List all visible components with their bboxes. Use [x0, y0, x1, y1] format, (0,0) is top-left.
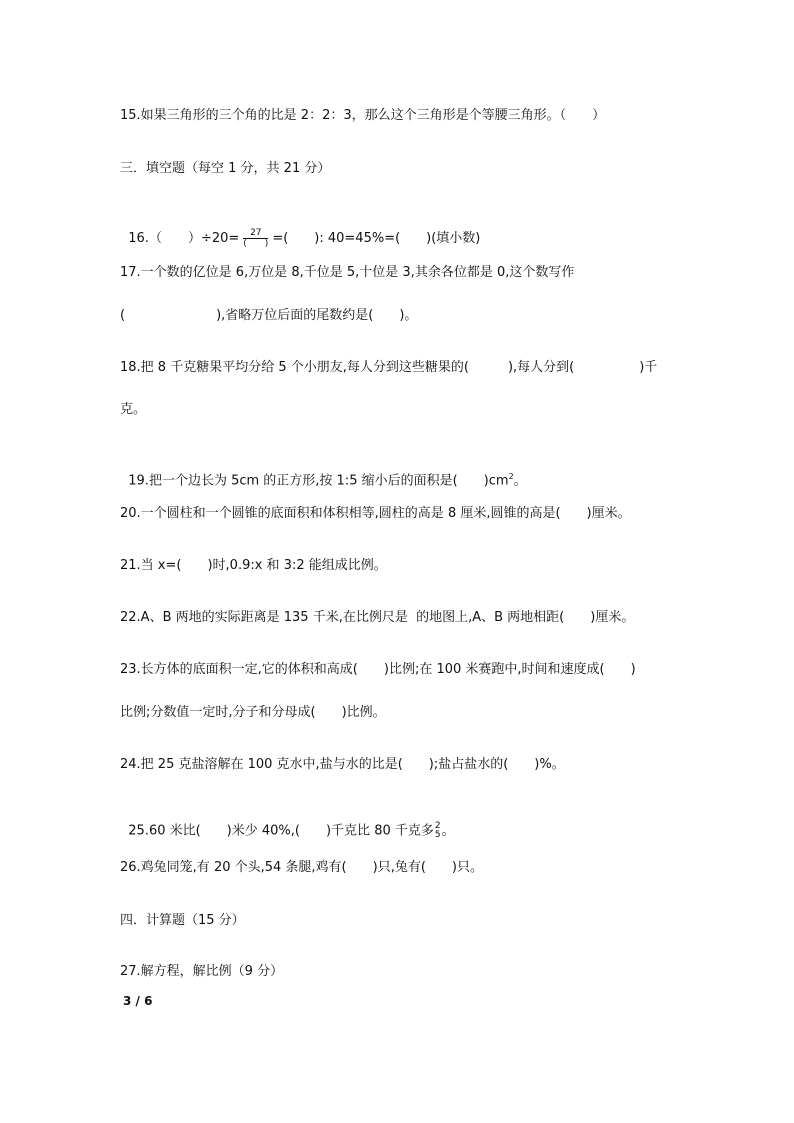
q20-text: 20.一个圆柱和一个圆锥的底面积和体积相等,圆柱的高是 8 厘米,圆锥的高是( )厘米。 — [120, 506, 631, 521]
q16-frac-den: ( ) — [243, 239, 269, 249]
q21-text: 21.当 x=( )时,0.9:x 和 3:2 能组成比例。 — [120, 558, 387, 573]
q18-text: 18.把 8 千克糖果平均分给 5 个小朋友,每人分到这些糖果的( ),每人分到( )千 — [120, 360, 658, 375]
q26-text: 26.鸡兔同笼,有 20 个头,54 条腿,鸡有( )只,兔有( )只。 — [120, 860, 483, 875]
q16 — [120, 212, 480, 249]
q18-text-cont: 克。 — [120, 402, 147, 417]
q16-after: =( ): 40=45%=( )(填小数) — [272, 231, 481, 246]
q17-text-cont: ( ),省略万位后面的尾数约是( )。 — [120, 308, 418, 323]
q25-frac-den: 5 — [434, 830, 441, 840]
page-number: 3 / 6 — [123, 994, 153, 1008]
q23-text: 23.长方体的底面积一定,它的体积和高成( )比例;在 100 米赛跑中,时间和速度成( ) — [120, 662, 636, 677]
q25-fraction — [435, 822, 441, 840]
q19-text: 19.把一个边长为 5cm 的正方形,按 1:5 缩小后的面积是( )cm — [128, 473, 509, 489]
q16-frac-num: 27 — [243, 228, 268, 239]
q25-tail: 。 — [441, 823, 455, 839]
section-4-heading: 四．计算题（15 分） — [120, 913, 245, 928]
q19-tail: 。 — [513, 473, 527, 489]
q25 — [120, 806, 455, 840]
q25-frac-num: 2 — [434, 821, 441, 831]
q24-text: 24.把 25 克盐溶解在 100 克水中,盐与水的比是( );盐占盐水的( )%。 — [120, 757, 565, 772]
q27-text: 27.解方程，解比例（9 分） — [120, 964, 284, 979]
q19-superscript: 2 — [508, 472, 514, 481]
section-3-heading: 三．填空题（每空 1 分，共 21 分） — [120, 161, 331, 176]
q19 — [120, 453, 527, 489]
q16-before: 16.（ ）÷20= — [128, 231, 240, 246]
q23-text-cont: 比例;分数值一定时,分子和分母成( )比例。 — [120, 705, 386, 720]
q22-text: 22.A、B 两地的实际距离是 135 千米,在比例尺是 的地图上,A、B 两地相距( )厘米。 — [120, 610, 635, 625]
q17-text: 17.一个数的亿位是 6,万位是 8,千位是 5,十位是 3,其余各位都是 0,这个数写作 — [120, 265, 575, 280]
q25-text: 25.60 米比( )米少 40%,( )千克比 80 千克多 — [128, 823, 434, 839]
q16-fraction — [243, 228, 268, 249]
q15-text: 15.如果三角形的三个角的比是 2：2：3，那么这个三角形是个等腰三角形。（ ） — [120, 108, 606, 123]
